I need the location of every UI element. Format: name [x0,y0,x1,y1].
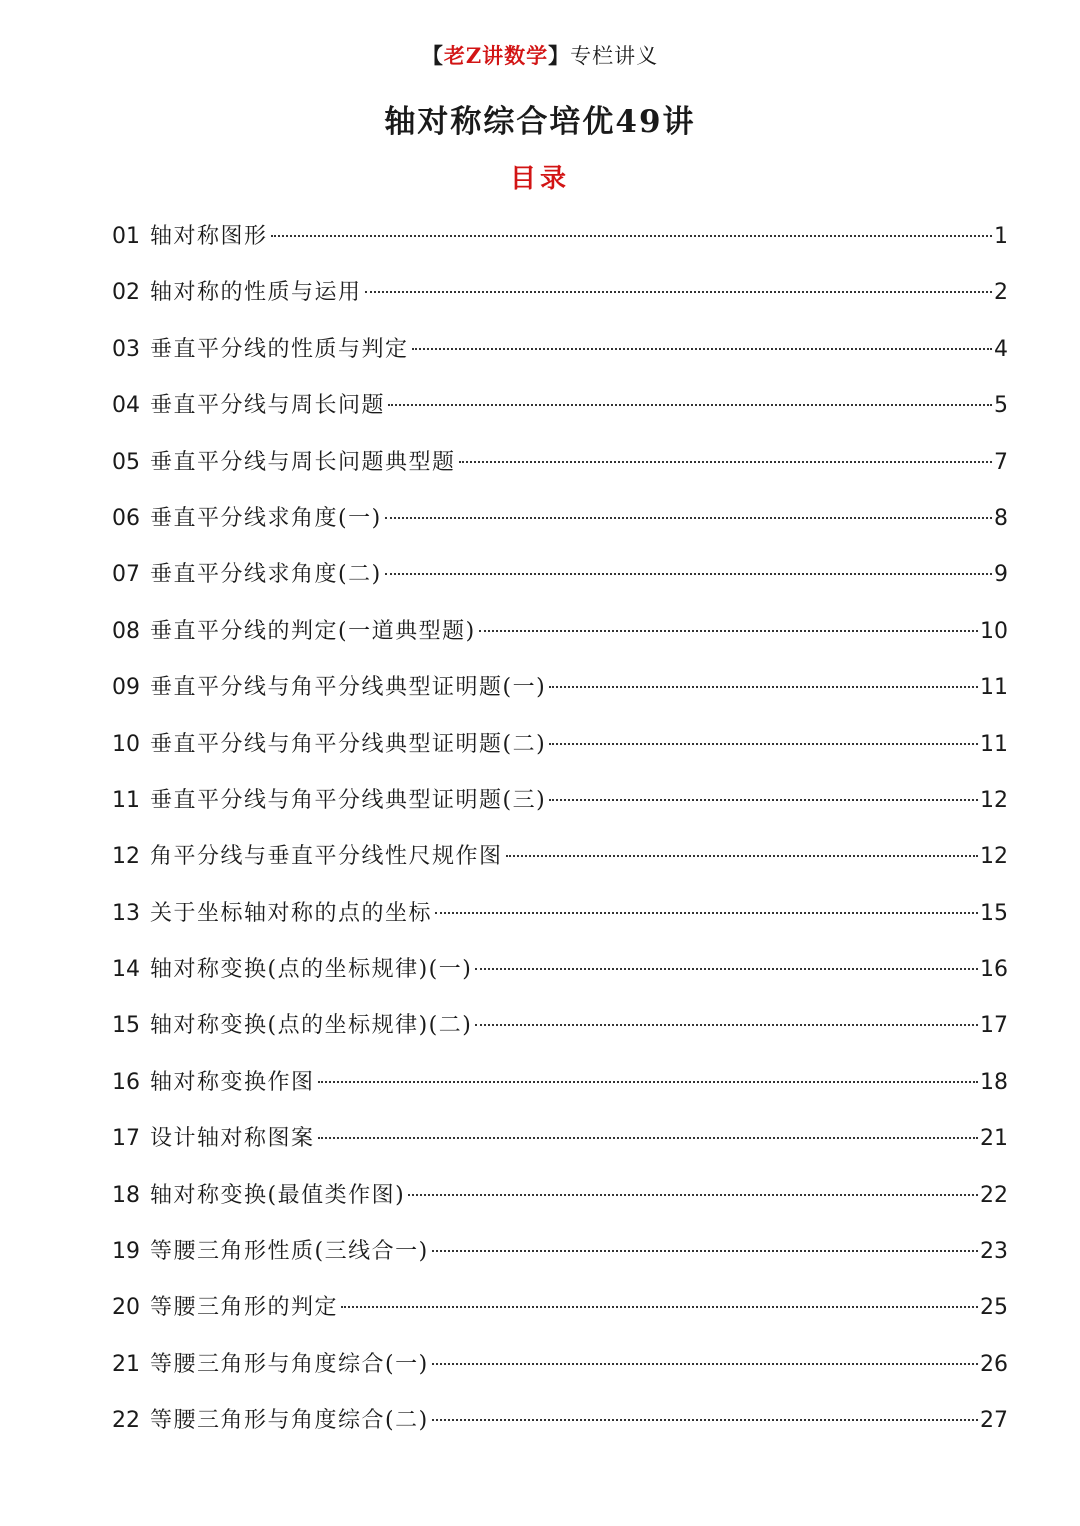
toc-heading: 目录 [509,164,570,194]
toc-entry[interactable] [112,723,1008,779]
toc-entry-number: 01 [112,224,140,249]
toc-entry-number: 21 [112,1351,140,1377]
toc-entry[interactable] [112,497,1008,553]
toc-entry-title: 垂直平分线的性质与判定 [150,336,409,362]
toc-entry-title: 轴对称变换作图 [150,1069,315,1095]
toc-entry-number: 20 [112,1295,140,1321]
toc-dot-leader [408,1194,978,1196]
toc-entry-page-number: 4 [994,336,1008,362]
toc-entry-title: 轴对称变换(点的坐标规律)(二) [150,1013,473,1039]
toc-dot-leader [549,799,978,801]
toc-entry[interactable] [112,610,1008,666]
toc-entry-page-number: 11 [980,675,1008,701]
toc-entry-page-number: 7 [994,449,1008,475]
toc-dot-leader [385,573,992,575]
toc-entry-number: 17 [112,1126,140,1152]
toc-entry-title: 垂直平分线的判定(一道典型题) [150,618,476,644]
toc-entry-title: 关于坐标轴对称的点的坐标 [150,900,433,926]
toc-entry[interactable] [112,666,1008,722]
toc-entry[interactable] [112,948,1008,1004]
toc-dot-leader [432,1419,978,1421]
toc-dot-leader [365,291,992,293]
toc-entry-page-number: 9 [994,562,1008,588]
toc-entry-number: 13 [112,900,140,926]
toc-entry-number: 14 [112,957,140,983]
toc-entry-title: 等腰三角形与角度综合(一) [150,1351,429,1377]
toc-entry-number: 04 [112,393,140,419]
toc-entry-title: 垂直平分线与角平分线典型证明题(三) [150,787,547,813]
toc-entry-page-number: 1 [994,224,1008,249]
toc-entry-page-number: 8 [994,505,1008,531]
toc-entry[interactable] [112,1174,1008,1230]
toc-dot-leader [318,1081,978,1083]
toc-entry-page-number: 18 [980,1069,1008,1095]
toc-dot-leader [432,1363,978,1365]
toc-dot-leader [435,912,978,914]
toc-entry-number: 22 [112,1408,140,1434]
toc-entry[interactable] [112,1061,1008,1117]
toc-entry-number: 19 [112,1239,140,1265]
toc-entry-number: 12 [112,844,140,870]
toc-entry-page-number: 27 [980,1408,1008,1434]
toc-entry-number: 09 [112,675,140,701]
toc-entry-page-number: 21 [980,1126,1008,1152]
toc-entry-title: 垂直平分线与周长问题 [150,393,386,419]
toc-entry-title: 垂直平分线与角平分线典型证明题(一) [150,675,547,701]
toc-entry-page-number: 2 [994,280,1008,306]
toc-entry-number: 16 [112,1069,140,1095]
toc-entry-page-number: 15 [980,900,1008,926]
toc-entry-number: 05 [112,449,140,475]
header-bracket-close: 】 [548,43,571,68]
toc-entry-page-number: 5 [994,393,1008,419]
toc-dot-leader [479,630,978,632]
toc-entry-page-number: 22 [980,1182,1008,1208]
toc-entry[interactable] [112,835,1008,891]
toc-entry[interactable] [112,1117,1008,1173]
toc-entry[interactable] [112,1004,1008,1060]
document-title: 轴对称综合培优49讲 [384,104,696,140]
toc-dot-leader [412,348,992,350]
toc-entry-page-number: 11 [980,731,1008,757]
toc-entry-title: 垂直平分线与周长问题典型题 [150,449,456,475]
toc-entry-page-number: 23 [980,1239,1008,1265]
toc-dot-leader [341,1306,978,1308]
toc-entry-title: 垂直平分线与角平分线典型证明题(二) [150,731,547,757]
table-of-contents [112,215,1008,1456]
toc-entry[interactable] [112,271,1008,327]
toc-entry-title: 轴对称的性质与运用 [150,280,362,306]
header-bracket-open: 【 [421,43,444,68]
toc-entry[interactable] [112,553,1008,609]
toc-entry-title: 轴对称变换(点的坐标规律)(一) [150,957,473,983]
toc-entry[interactable] [112,1343,1008,1399]
toc-dot-leader [432,1250,978,1252]
toc-entry-number: 10 [112,731,140,757]
toc-entry-page-number: 25 [980,1295,1008,1321]
toc-entry-page-number: 12 [980,787,1008,813]
toc-entry-number: 03 [112,336,140,362]
toc-entry[interactable] [112,779,1008,835]
toc-entry-number: 02 [112,280,140,306]
toc-entry[interactable] [112,384,1008,440]
toc-entry-page-number: 17 [980,1013,1008,1039]
toc-entry-number: 07 [112,562,140,588]
toc-entry[interactable] [112,1230,1008,1286]
toc-dot-leader [385,517,992,519]
toc-entry-title: 角平分线与垂直平分线性尺规作图 [150,844,503,870]
toc-entry-title: 等腰三角形与角度综合(二) [150,1408,429,1434]
toc-dot-leader [549,686,978,688]
toc-entry[interactable] [112,441,1008,497]
toc-entry-number: 15 [112,1013,140,1039]
toc-dot-leader [475,968,978,970]
header-column-label: 专栏讲义 [570,44,659,68]
toc-entry-title: 设计轴对称图案 [150,1126,315,1152]
header-brand: 老Z讲数学 [443,43,549,68]
column-header [0,40,1080,72]
toc-entry-page-number: 16 [980,957,1008,983]
toc-entry-number: 18 [112,1182,140,1208]
toc-entry-page-number: 10 [980,618,1008,644]
toc-entry-page-number: 12 [980,844,1008,870]
toc-entry-number: 06 [112,505,140,531]
toc-entry-title: 等腰三角形性质(三线合一) [150,1239,429,1265]
toc-entry-page-number: 26 [980,1351,1008,1377]
toc-entry-number: 11 [112,787,140,813]
toc-entry-title: 轴对称图形 [150,224,268,249]
toc-entry[interactable] [112,328,1008,384]
toc-dot-leader [318,1137,978,1139]
toc-dot-leader [271,235,992,237]
toc-dot-leader [506,855,978,857]
toc-entry[interactable] [112,1399,1008,1455]
toc-dot-leader [459,461,992,463]
toc-entry-number: 08 [112,618,140,644]
toc-dot-leader [549,743,978,745]
toc-entry-title: 轴对称变换(最值类作图) [150,1182,406,1208]
toc-entry-title: 等腰三角形的判定 [150,1295,339,1321]
toc-entry-title: 垂直平分线求角度(二) [150,562,382,588]
toc-dot-leader [475,1024,978,1026]
toc-entry[interactable] [112,1286,1008,1342]
toc-entry-title: 垂直平分线求角度(一) [150,505,382,531]
toc-dot-leader [388,404,992,406]
toc-entry[interactable] [112,215,1008,271]
toc-entry[interactable] [112,892,1008,948]
